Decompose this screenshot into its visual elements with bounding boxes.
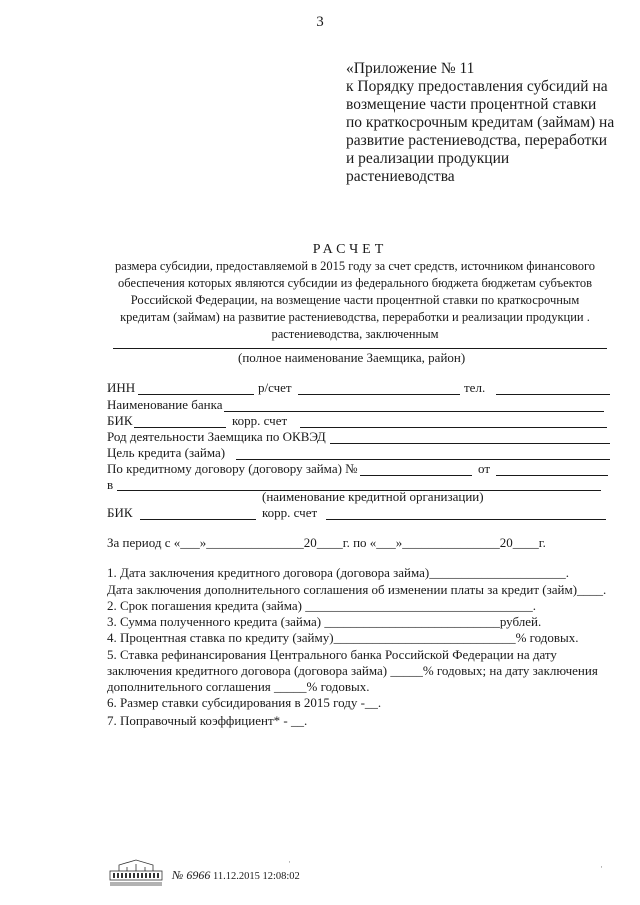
contract-label: По кредитному договору (договору займа) № <box>107 461 358 476</box>
borrower-caption: (полное наименование Заемщика, район) <box>238 350 466 365</box>
appendix-header <box>346 60 614 186</box>
subtitle-line: обеспечения которых являются субсидии из федерального бюджета бюджетам субъектов <box>118 276 592 290</box>
rs-label: р/счет <box>258 380 292 395</box>
item-3[interactable]: 3. Сумма полученного кредита (займа) ___________________________рублей. <box>107 614 542 629</box>
item-5-cont2[interactable]: дополнительного соглашения _____% годовых. <box>107 679 370 694</box>
appendix-line: «Приложение № 11 <box>346 60 475 77</box>
okved-field[interactable] <box>330 443 610 444</box>
okved-label: Род деятельности Заемщика по ОКВЭД <box>107 429 326 444</box>
item-6[interactable]: 6. Размер ставки субсидирования в 2015 году -__. <box>107 695 382 710</box>
from-label: от <box>478 461 491 476</box>
tel-label: тел. <box>464 380 486 395</box>
item-1[interactable]: 1. Дата заключения кредитного договора (договора займа)_____________________. <box>107 565 569 580</box>
appendix-line: и реализации продукции <box>346 150 510 167</box>
korr-field[interactable] <box>300 427 607 428</box>
appendix-line: по краткосрочным кредитам (займам) на <box>346 114 615 131</box>
item-4[interactable]: 4. Процентная ставка по кредиту (займу)____________________________% годовых. <box>107 630 579 645</box>
item-2[interactable]: 2. Срок погашения кредита (займа) ___________________________________. <box>107 598 536 613</box>
registry-stamp-icon <box>107 857 165 887</box>
item-5-cont[interactable]: заключения кредитного договора (договора займа) _____% годовых; на дату заключения <box>107 663 598 678</box>
bik-field[interactable] <box>134 427 226 428</box>
rs-field[interactable] <box>298 394 460 395</box>
item-1-supplement[interactable]: Дата заключения дополнительного соглашения об изменении платы за кредит (займ)____. <box>107 582 607 597</box>
bik2-field[interactable] <box>140 519 256 520</box>
subtitle-line: размера субсидии, предоставляемой в 2015 году за счет средств, источником финансового <box>114 259 596 273</box>
purpose-label: Цель кредита (займа) <box>107 445 226 460</box>
contract-date-field[interactable] <box>496 475 608 476</box>
item-5: 5. Ставка рефинансирования Центрального банка Российской Федерации на дату <box>107 647 557 662</box>
appendix-line: развитие растениеводства, переработки <box>346 132 608 149</box>
bank-name-label: Наименование банка <box>107 397 223 412</box>
contract-number-field[interactable] <box>360 475 472 476</box>
subtitle-line: растениеводства, заключенным <box>271 327 439 341</box>
korr-label: корр. счет <box>232 413 288 428</box>
org-caption: (наименование кредитной организации) <box>262 489 484 504</box>
footer-registration <box>172 868 300 883</box>
in-label: в <box>107 477 114 492</box>
subtitle-line: кредитам (займам) на развитие растениеводства, переработки и реализации продукции . <box>120 310 590 324</box>
inn-label: ИНН <box>107 380 136 395</box>
scan-mark: · <box>288 857 291 867</box>
document-title: РАСЧЕТ <box>312 242 388 257</box>
borrower-name-line[interactable] <box>113 348 607 349</box>
appendix-line: растениеводства <box>346 168 455 185</box>
inn-field[interactable] <box>138 394 254 395</box>
tel-field[interactable] <box>496 394 610 395</box>
period-line[interactable]: За период с «___»_______________20____г. по «___»_______________20____г. <box>107 535 546 550</box>
bank-name-field[interactable] <box>224 411 604 412</box>
subtitle-line: Российской Федерации, на возмещение части процентной ставки по краткосрочным <box>130 293 580 307</box>
korr2-field[interactable] <box>326 519 606 520</box>
purpose-field[interactable] <box>236 459 610 460</box>
appendix-line: к Порядку предоставления субсидий на <box>346 78 608 95</box>
bik2-label: БИК <box>107 505 133 520</box>
item-7[interactable]: 7. Поправочный коэффициент* - __. <box>107 713 308 728</box>
doc-timestamp: 11.12.2015 12:08:02 <box>212 871 300 882</box>
page-number: 3 <box>316 14 324 30</box>
scan-mark: · <box>600 862 603 872</box>
bik-label: БИК <box>107 413 133 428</box>
korr2-label: корр. счет <box>262 505 318 520</box>
document-subtitle <box>90 258 620 343</box>
appendix-line: возмещение части процентной ставки <box>346 96 597 113</box>
doc-number: № 6966 <box>172 868 211 882</box>
